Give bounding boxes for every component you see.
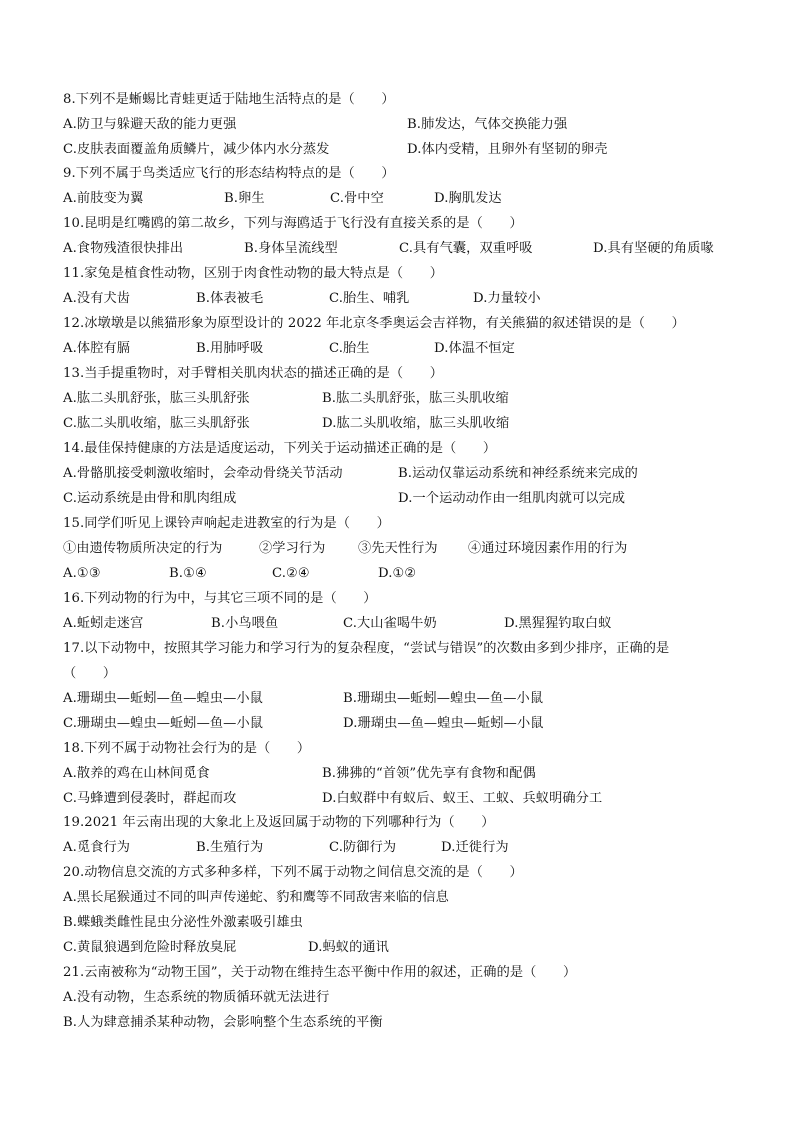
option-d: D.①② <box>378 566 417 581</box>
option-c: C.胎生 <box>329 341 370 356</box>
option-c: C.②④ <box>272 566 310 581</box>
question-17-stem: 17.以下动物中，按照其学习能力和学习行为的复杂程度，“尝试与错误”的次数由多到少排序，正确的是 <box>63 641 670 656</box>
option-a: A.蚯蚓走迷宫 <box>63 616 144 631</box>
option-d: D.白蚁群中有蚁后、蚁王、工蚁、兵蚁明确分工 <box>322 791 603 806</box>
option-d: D.力量较小 <box>473 291 541 306</box>
option-a: A.①③ <box>63 566 101 581</box>
option-a: A.骨骼肌接受刺激收缩时，会牵动骨绕关节活动 <box>63 466 343 481</box>
option-d: D.体温不恒定 <box>434 341 515 356</box>
subitem-2: ②学习行为 <box>259 541 326 556</box>
option-d: D.肱二头肌收缩，肱三头肌收缩 <box>322 416 510 431</box>
option-c: C.肱二头肌收缩，肱三头肌舒张 <box>63 416 250 431</box>
option-c: C.防御行为 <box>329 840 397 855</box>
question-19-stem: 19.2021 年云南出现的大象北上及返回属于动物的下列哪种行为（ ） <box>63 815 495 830</box>
question-14-stem: 14.最佳保持健康的方法是适度运动，下列关于运动描述正确的是（ ） <box>63 441 497 456</box>
option-a: A.珊瑚虫—蚯蚓—鱼—蝗虫—小鼠 <box>63 691 263 706</box>
option-b: B.肱二头肌舒张，肱三头肌收缩 <box>322 391 509 406</box>
option-d: D.迁徙行为 <box>441 840 509 855</box>
option-b: B.运动仅靠运动系统和神经系统来完成的 <box>398 466 638 481</box>
question-21-option-a: A.没有动物，生态系统的物质循环就无法进行 <box>63 990 330 1005</box>
option-a: A.防卫与躲避天敌的能力更强 <box>63 117 237 132</box>
question-18-stem: 18.下列不属于动物社会行为的是（ ） <box>63 741 311 756</box>
option-a: A.觅食行为 <box>63 840 131 855</box>
option-d: D.一个运动动作由一组肌肉就可以完成 <box>398 491 626 506</box>
option-d: D.具有坚硬的角质喙 <box>593 241 714 256</box>
question-21-stem: 21.云南被称为“动物王国”，关于动物在维持生态平衡中作用的叙述，正确的是（ ） <box>63 965 577 980</box>
option-c: C.皮肤表面覆盖角质鳞片，减少体内水分蒸发 <box>63 142 330 157</box>
question-20-option-a: A.黑长尾猴通过不同的叫声传递蛇、豹和鹰等不同敌害来临的信息 <box>63 890 449 905</box>
option-b: B.身体呈流线型 <box>244 241 338 256</box>
option-c: C.具有气囊，双重呼吸 <box>399 241 533 256</box>
option-b: B.珊瑚虫—蚯蚓—蝗虫—鱼—小鼠 <box>343 691 544 706</box>
option-d: D.胸肌发达 <box>434 191 502 206</box>
option-a: A.体腔有膈 <box>63 341 131 356</box>
question-17-stem-continued: （ ） <box>63 666 117 681</box>
question-15-stem: 15.同学们听见上课铃声响起走进教室的行为是（ ） <box>63 516 390 531</box>
subitem-4: ④通过环境因素作用的行为 <box>468 541 628 556</box>
option-c: C.黄鼠狼遇到危险时释放臭屁 <box>63 940 237 955</box>
option-c: C.大山雀喝牛奶 <box>343 616 437 631</box>
question-13-stem: 13.当手提重物时，对手臂相关肌肉状态的描述正确的是（ ） <box>63 366 444 381</box>
option-b: B.用肺呼吸 <box>196 341 264 356</box>
option-b: B.小鸟喂鱼 <box>211 616 279 631</box>
option-b: B.①④ <box>169 566 207 581</box>
option-d: D.黑猩猩钓取白蚁 <box>504 616 612 631</box>
subitem-3: ③先天性行为 <box>358 541 438 556</box>
option-c: C.胎生、哺乳 <box>329 291 410 306</box>
option-a: A.没有犬齿 <box>63 291 131 306</box>
question-21-option-b: B.人为肆意捕杀某种动物，会影响整个生态系统的平衡 <box>63 1015 383 1030</box>
option-a: A.前肢变为翼 <box>63 191 144 206</box>
option-d: D.珊瑚虫—鱼—蝗虫—蚯蚓—小鼠 <box>343 716 544 731</box>
question-20-option-b: B.蝶蛾类雌性昆虫分泌性外激素吸引雄虫 <box>63 915 303 930</box>
option-c: C.骨中空 <box>330 191 384 206</box>
option-a: A.肱二头肌舒张，肱三头肌舒张 <box>63 391 250 406</box>
question-16-stem: 16.下列动物的行为中，与其它三项不同的是（ ） <box>63 591 377 606</box>
option-d: D.体内受精，且卵外有坚韧的卵壳 <box>407 142 608 157</box>
option-b: B.生殖行为 <box>196 840 264 855</box>
option-d: D.蚂蚁的通讯 <box>308 940 389 955</box>
option-a: A.食物残渣很快排出 <box>63 241 184 256</box>
option-b: B.体表被毛 <box>196 291 264 306</box>
question-20-stem: 20.动物信息交流的方式多种多样，下列不属于动物之间信息交流的是（ ） <box>63 865 523 880</box>
option-c: C.马蜂遭到侵袭时，群起而攻 <box>63 791 237 806</box>
option-c: C.珊瑚虫—蝗虫—蚯蚓—鱼—小鼠 <box>63 716 264 731</box>
option-a: A.散养的鸡在山林间觅食 <box>63 766 210 781</box>
question-10-stem: 10.昆明是红嘴鸥的第二故乡，下列与海鸥适于飞行没有直接关系的是（ ） <box>63 216 523 231</box>
option-b: B.狒狒的“首领”优先享有食物和配偶 <box>322 766 536 781</box>
option-b: B.肺发达，气体交换能力强 <box>407 117 568 132</box>
question-11-stem: 11.家兔是植食性动物，区别于肉食性动物的最大特点是（ ） <box>63 266 444 281</box>
question-12-stem: 12.冰墩墩是以熊猫形象为原型设计的 2022 年北京冬季奥运会吉祥物，有关熊猫的叙述错误的是（ ） <box>63 316 685 331</box>
question-9-stem: 9.下列不属于鸟类适应飞行的形态结构特点的是（ ） <box>63 166 395 181</box>
question-8-stem: 8.下列不是蜥蜴比青蛙更适于陆地生活特点的是（ ） <box>63 92 395 107</box>
option-c: C.运动系统是由骨和肌肉组成 <box>63 491 237 506</box>
option-b: B.卵生 <box>224 191 265 206</box>
subitem-1: ①由遗传物质所决定的行为 <box>63 541 223 556</box>
